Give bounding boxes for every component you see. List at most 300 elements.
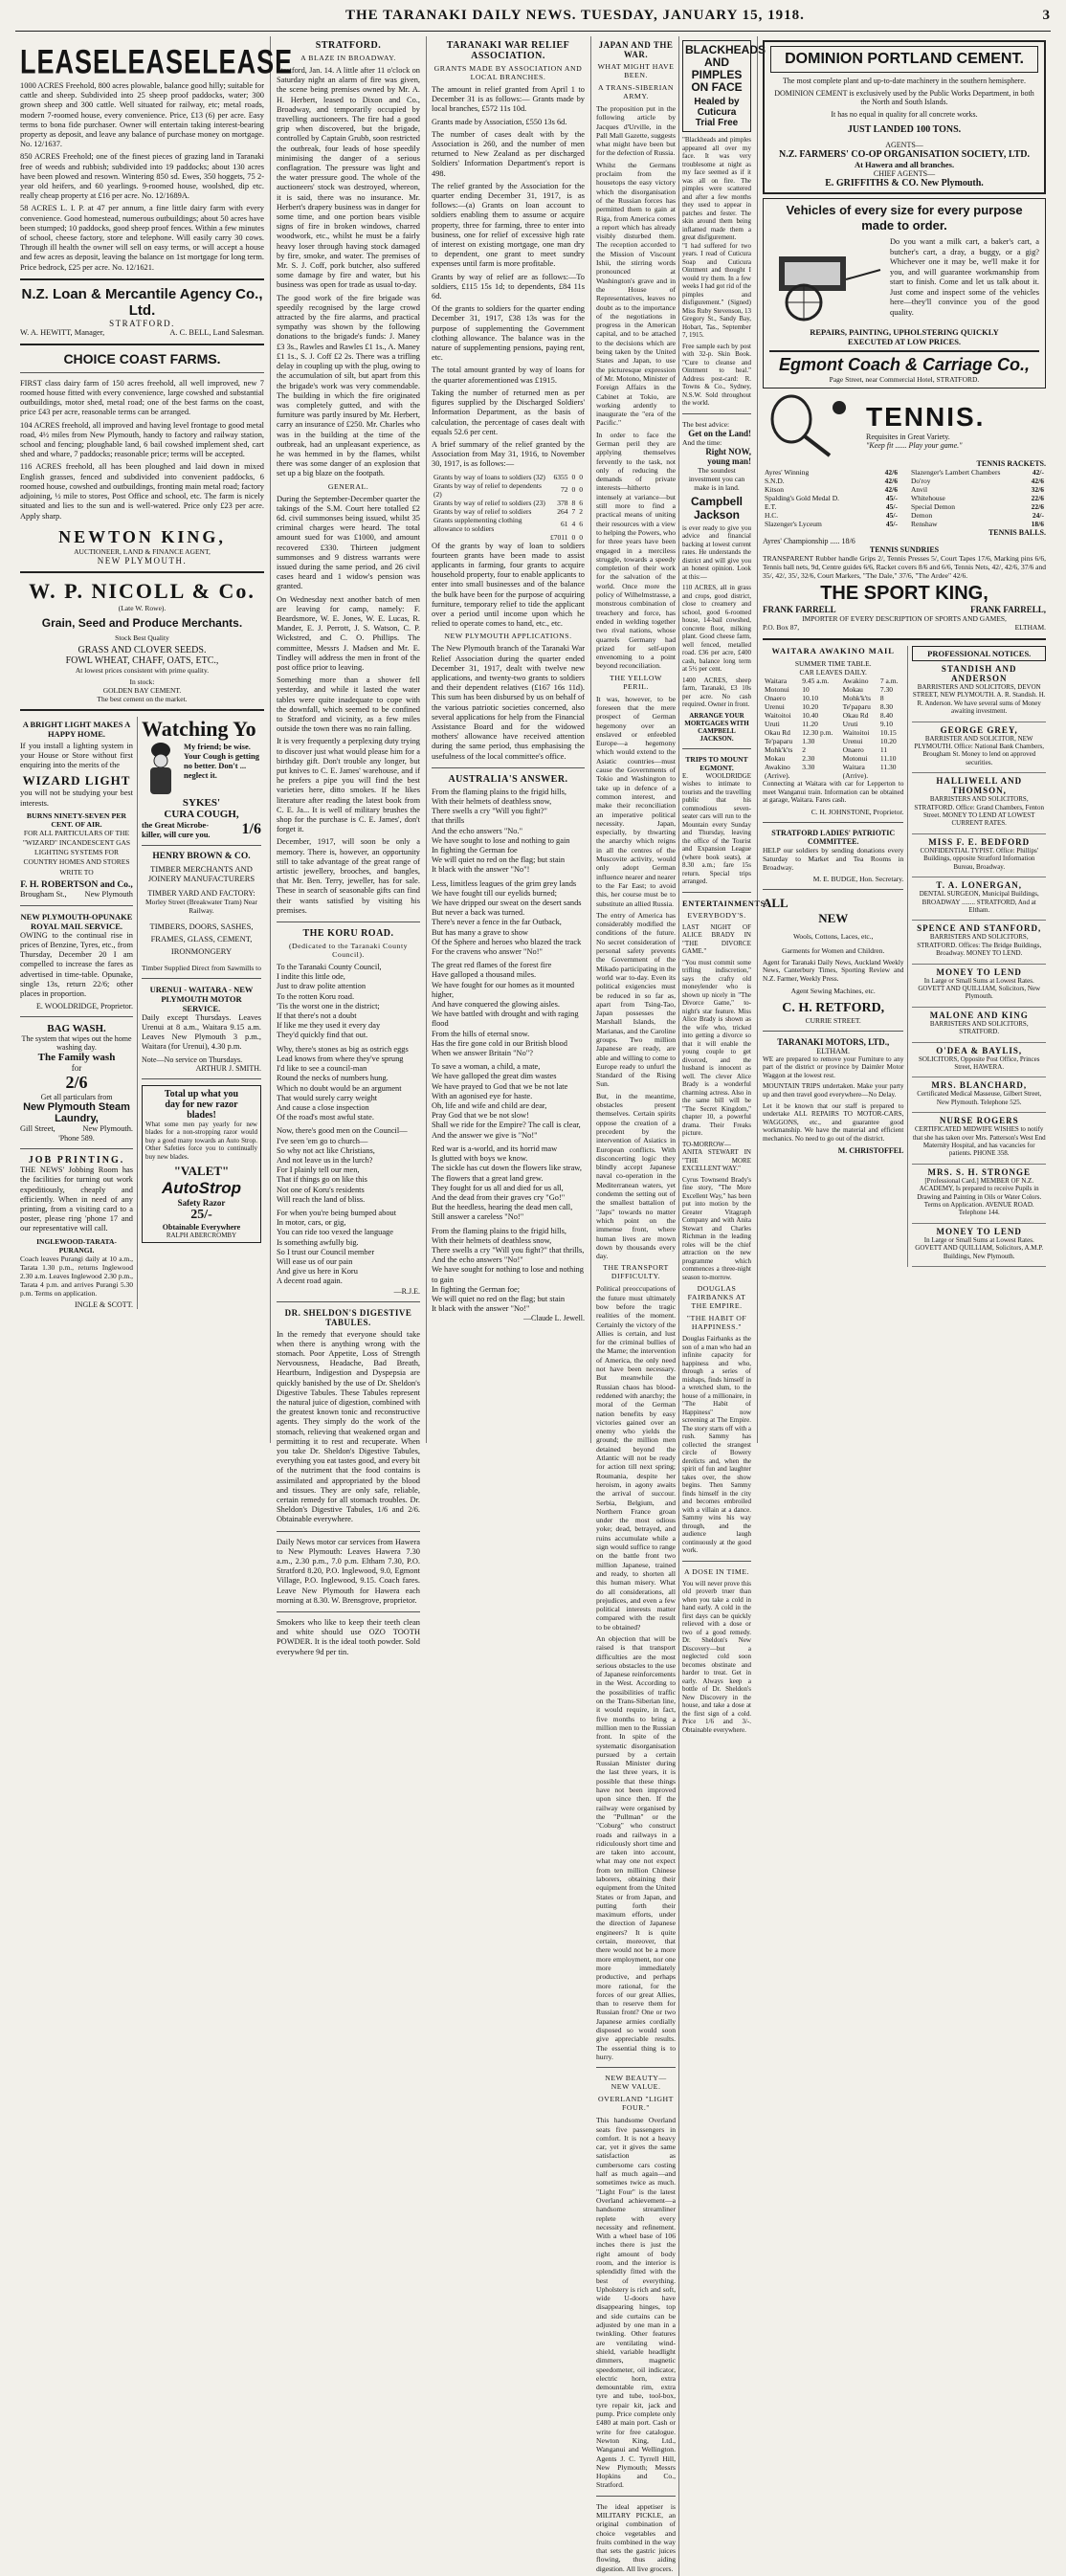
australia-answer-title: AUSTRALIA'S ANSWER. <box>448 773 568 785</box>
poem-line: But the heedless, hearing the dead men call, <box>432 1203 573 1212</box>
motors-body: Let it be known that our staff is prepared to undertake ALL REPAIRS TO MOTOR-CARS, WAGGONS, etc., and guarantee good workmanship. We have the material and efficient mechanics. No need to go out of the district. <box>763 1101 904 1143</box>
racket-row <box>763 520 899 528</box>
article-paragraph: Grants made by Association, £550 13s 6d. <box>432 117 567 126</box>
egmont-coach-address: Page Street, near Commercial Hotel, STRATFORD. <box>829 375 980 384</box>
racket-row <box>909 494 1046 502</box>
printing-title: JOB PRINTING. <box>28 1155 125 1166</box>
prof-notice <box>912 1113 1046 1165</box>
autostrop-line: blades! <box>187 1109 216 1121</box>
poem-line: Lead knows from where they've sprung <box>277 1054 404 1063</box>
mail-cell: Waitoitoi <box>765 711 791 720</box>
poem-line: And have conquered the glowing aisles. <box>432 1000 560 1010</box>
bag-wash-details: Get all particulars from <box>40 1093 113 1102</box>
poem-line: And cause a close inspection <box>277 1102 369 1112</box>
table-cell: 0 <box>571 472 576 481</box>
mail-row <box>763 702 903 711</box>
mail-cell: Waitara <box>842 763 865 771</box>
racket-cell: 42/6 <box>884 477 898 485</box>
prof-title: PROFESSIONAL NOTICES. <box>912 646 1046 661</box>
article-paragraph: The entry of America has considerably modified the conditions of the future. No secret consideration of personal safety prevents the Government of the Mikado participating in the world war to-day. Even its political exigencies must be reduced in so far as, apart from Tsing-Tao, Japan possesses the Marshall Islands, the Marianas, and the Caroline groups. Two million Japanese are ready, are able and willing to come to Europe ready to unfurl the Standard of the Rising Sun. <box>596 910 676 1089</box>
article-paragraph: The amount in relief granted from April 1 to December 31 is as follows:— Grants made by local branches, £572 11s 10d. <box>432 85 585 114</box>
table-cell: Grants by way of relief to dependents (2) <box>433 480 542 499</box>
autostrop-price: 25/- <box>190 1208 212 1223</box>
mail-row <box>763 720 903 728</box>
racket-row <box>909 511 1046 520</box>
wools: Wools, Cottons, Laces, etc., <box>792 931 874 941</box>
table-cell: 264 <box>557 506 568 516</box>
racket-cell: Slazenger's Lyceum <box>765 520 822 528</box>
poem-line: Pray God that we be not slow! <box>432 1111 529 1121</box>
newton-king-name: NEWTON KING, <box>58 526 226 546</box>
mail-cell: 11.30 <box>879 763 897 771</box>
mail-cell: 10 <box>802 685 810 694</box>
poem-line: Of the Sphere and heroes who blazed the track <box>432 937 582 946</box>
ladies-title: STRATFORD LADIES' PATRIOTIC COMMITTEE. <box>771 828 896 846</box>
autostrop-razor: Safety Razor <box>177 1198 226 1209</box>
poem-line: Have galloped a thousand miles. <box>432 970 537 980</box>
nicoll-best: The best cement on the market. <box>97 694 188 703</box>
nicoll-grass: GRASS AND CLOVER SEEDS. <box>78 644 207 655</box>
mail-cell: 1.30 <box>802 737 815 745</box>
prof-notice <box>912 1043 1046 1078</box>
robertson-name: F. H. ROBERTSON and Co., <box>20 879 133 890</box>
poem-line: But never a back was turned. <box>432 908 525 918</box>
nicoll-fowl: FOWL WHEAT, CHAFF, OATS, ETC., <box>65 655 219 666</box>
ent-paragraph: LAST NIGHT OF ALICE BRADY IN "THE DIVORCE GAME." <box>682 922 751 955</box>
racket-cell: Special Demon <box>911 502 956 511</box>
table-cell: 2 <box>579 506 583 516</box>
poem-line: Why, there's stones as big as ostrich eggs <box>277 1044 409 1054</box>
mail-cell: 7.30 <box>879 685 894 694</box>
rackets-left-table <box>763 468 899 528</box>
nicoll-name: W. P. NICOLL & Co. <box>29 578 255 603</box>
autostrop-obtain: Obtainable Everywhere <box>162 1223 241 1232</box>
prof-notice <box>912 834 1046 877</box>
racket-cell: 42/- <box>1032 468 1044 477</box>
racket-row <box>763 468 899 477</box>
koru-poem <box>277 963 420 1287</box>
prof-notice <box>912 1165 1046 1224</box>
prof-notice <box>912 661 1046 722</box>
prof-notice-name: MRS. BLANCHARD, <box>931 1080 1028 1091</box>
tennis-racket-illustration <box>763 392 858 459</box>
nicoll-grain: Grain, Seed and Produce Merchants. <box>41 615 243 630</box>
table-cell: 61 <box>561 520 568 529</box>
mail-row <box>763 754 903 763</box>
poem-line: For the cravens who answer "No!" <box>432 947 543 957</box>
mail-cell <box>878 771 904 780</box>
poem-line: That if things go on like this <box>277 1175 367 1185</box>
poem-line: In fighting the German foe <box>432 846 518 855</box>
racket-cell: S.N.D. <box>765 477 785 485</box>
racket-cell: 45/- <box>885 494 898 502</box>
brown-goods: TIMBERS, DOORS, SASHES, FRAMES, GLASS, CEMENT, IRONMONGERY <box>149 921 254 956</box>
urenui-sign: ARTHUR J. SMITH. <box>195 1063 261 1073</box>
prof-notice-name: O'DEA & BAYLIS, <box>936 1045 1023 1055</box>
chief-agents: CHIEF AGENTS— <box>873 169 936 178</box>
mail-cell: Onaero <box>842 745 864 754</box>
sundries-body: TRANSPARENT Rubber handle Grips 2/, Tennis Presses 5/, Court Tapes 17/6, Marking pins 6/6, Tennis ball nets, 9d, Centre guides 6/6, Racket covers 8/6 and 6/6, Tennis Nets, 42/, 42/6, 37/6 and 35/, 42/, 35/, 32/6, Court Markers, "The Dale," 37/6, "The Ardee" 42/6. <box>763 554 1046 580</box>
vehicles-headline: Vehicles of every size for every purpose made to order. <box>786 203 1023 233</box>
poem-line: Just to draw polite attention <box>277 982 366 991</box>
transport-title: THE TRANSPORT DIFFICULTY. <box>603 1263 669 1281</box>
overland-subtitle: OVERLAND "LIGHT FOUR." <box>598 2095 674 2113</box>
sheldon-title: DR. SHELDON'S DIGESTIVE TABULES. <box>284 1307 412 1327</box>
mail-row <box>763 737 903 745</box>
watching-line: Your Cough is getting no better. Don't ... neglect it. <box>184 750 259 780</box>
autostrop-agent: RALPH ABERCROMBY <box>166 1232 237 1240</box>
racket-row <box>909 520 1046 528</box>
retford-name: C. H. RETFORD, <box>782 1000 885 1015</box>
table-cell: Grants supplementing clothing allowance to soldiers <box>433 515 522 533</box>
table-row <box>432 499 585 507</box>
everybodys-title: EVERYBODY'S. <box>687 910 746 920</box>
mail-row <box>763 711 903 720</box>
poem-line: They fought for us all and died for us all, <box>432 1183 564 1192</box>
mail-summer: SUMMER TIME TABLE. <box>794 659 872 668</box>
cj-line: The best advice: <box>682 419 730 429</box>
rackets-right-table <box>909 468 1046 528</box>
po-box: P.O. Box 87, <box>763 623 800 632</box>
poem-line: To save a woman, a child, a mate, <box>432 1062 541 1072</box>
balls-title: TENNIS BALLS. <box>988 528 1046 537</box>
prof-notice <box>912 1077 1046 1113</box>
prof-notice-body: In Large or Small Sums at Lowest Rates. GOVETT AND QUILLIAM, Solicitors, New Plymouth. <box>918 976 1041 1001</box>
balls-row: Ayres' Championship ..... 18/6 <box>763 537 855 545</box>
prof-notice-name: MISS F. E. BEDFORD <box>928 836 1031 847</box>
racket-row <box>763 477 899 485</box>
overland-title: NEW BEAUTY—NEW VALUE. <box>605 2074 667 2092</box>
column-1-advertisements <box>15 36 294 1443</box>
poem-line: 'Tis the worst one in the district; <box>277 1001 380 1010</box>
agent-note2: Agent Sewing Machines, etc. <box>790 986 876 995</box>
poem-line: Oh, life and wife and child are dear, <box>432 1101 547 1111</box>
light-forall: FOR ALL PARTICULARS OF THE "WIZARD" INCANDESCENT GAS LIGHTING SYSTEMS FOR COUNTRY HOMES AND STORES WRITE TO <box>22 828 131 877</box>
pickle-ad: The ideal appetiser is MILITARY PICKLE, an original combination of choice vegetables and fruits combined in the way that sets the gastric juices flowing, thus aiding digestion. All live grocers. <box>596 2501 676 2573</box>
prof-notice-name: SPENCE AND STANFORD, <box>917 923 1042 934</box>
dominion-sub: The most complete plant and up-to-date machinery in the southern hemisphere. <box>783 77 1026 85</box>
poem-line: We have fought till our eyelids burned; <box>432 888 557 898</box>
poem-line: We have fought for our homes as it mounted higher, <box>432 980 575 999</box>
importer: IMPORTER OF EVERY DESCRIPTION OF SPORTS AND GAMES, <box>802 614 1007 623</box>
poem-line: There swells a cry "Will you fight?" <box>432 807 547 816</box>
koru-road-title: THE KORU ROAD. <box>302 928 394 940</box>
ent-paragraph: "You must commit some trifling indiscretion," says the crafty old moneylender who is shown up nicely in "The Divorce Game," to-night's star feature. Miss Alice Brady is shown as the wife who, tricked into getting a divorce so that it will enable the young couple to get divorced, and the husband is innocent as well. The clever Alice Brady is a wonderful charming actress. Also in the same bill will be "The Secret Kingdom," chapter 10, a powerful drama. Their Freaks picture. <box>682 958 751 1137</box>
racket-cell: H.C. <box>765 511 779 520</box>
nicoll-cement: GOLDEN BAY CEMENT. <box>102 685 182 695</box>
poem-line: To the Taranaki County Council, <box>277 963 382 972</box>
poem-line: From the flaming plains to the frigid hills, <box>432 1226 566 1235</box>
poem-line: I'd like to see a council-man <box>277 1064 367 1074</box>
racket-cell: E.T. <box>765 502 777 511</box>
choice-farm-listing: FIRST class dairy farm of 150 acres freehold, all well improved, new 7 roomed house fitted with every convenience, large cowshed and substantial outbuildings, motor shed, metal road; one of the best farms on the coast, price £43 per acre, reasonable terms can be arranged. <box>20 378 264 417</box>
cuticura-trial: Trial Free <box>695 118 739 128</box>
retford-street: CURRIE STREET. <box>805 1015 861 1025</box>
racket-row <box>763 502 899 511</box>
racket-row <box>763 485 899 494</box>
poem-line: The flowers that a great land grew. <box>432 1173 544 1183</box>
sykes-germ: the Great Microbe-killer, will cure you. <box>142 819 211 839</box>
table-row <box>432 473 585 481</box>
article-paragraph: But, in the meantime, obstacles present themselves. Certain spirits oppose the creation of a precedent by the intervention of Asiatics in European conflicts. With disconcerting logic they blindly accept Japanese naval co-operation in the Mediterranean waters, yet condemn the setting out of the smallest battalion of "Japs" towards no matter which point on the immense front, where human lives are mown down by thousands every day. <box>596 1091 676 1261</box>
opunake-title: NEW PLYMOUTH-OPUNAKE ROYAL MAIL SERVICE. <box>20 911 133 931</box>
nicoll-late: (Late W. Rowe). <box>118 603 167 612</box>
mail-cell: 10.15 <box>879 728 897 737</box>
brown-line: TIMBER MERCHANTS AND <box>150 863 253 874</box>
dominion-landed: JUST LANDED 100 TONS. <box>847 124 962 135</box>
table-cell: 0 <box>579 472 583 481</box>
overland-body: This handsome Overland seats five passengers in comfort. It is not a heavy car, yet it gives the same satisfaction as cumbersome cars costing half as much again—and sometimes twice as much. "Light Four" is the latest Overland achievement—a handsome streamliner replete with every necessity and refinement. With a wheel base of 106 inches there is just the right amount of body room, and the interior is splendidly fitted with the best of everything. Upholstery is rich and soft, wide U-doors have disappearing hinges, top and side curtains can be adjusted by one man in a twinkling. Other features are ventilating wind-shield, variable headlight dimmers, magnetic speedometer, oil indicator, electric horn, extra demountable rim, extra tyre and tube, tool-box, tyre repair kit, jack and pump. Price complete only £480 at main port. Cash or write for free catalogue. Newton King, Ltd., Wanganui and Wellington. Agents J. C. Tyrrell Hill, New Plymouth; Messrs Hopkins and Co., Stratford. <box>596 2116 676 2490</box>
poem-line: Has the fire gone cold in our British blood <box>432 1038 567 1048</box>
prof-notice-name: NURSE ROGERS <box>939 1116 1019 1126</box>
prof-notice <box>912 965 1046 1008</box>
lease-word: LEASE <box>20 43 112 81</box>
wizard-light-brand: WIZARD LIGHT <box>22 773 131 788</box>
racket-cell: 45/- <box>885 511 898 520</box>
poem-line: I've seen 'em go to church— <box>277 1136 368 1145</box>
mail-row <box>763 694 903 702</box>
vehicles-repairs: REPAIRS, PAINTING, UPHOLSTERING QUICKLY EXECUTED AT LOW PRICES. <box>810 327 999 346</box>
motors-body: WE are prepared to remove your Furniture to any part of the district or province by Daimler Motor Waggon at the lowest rest. <box>763 1055 904 1079</box>
mail-cell: 11.20 <box>802 720 818 728</box>
all-heading: ALL <box>763 895 788 910</box>
poem-line: The great red flames of the forest fire <box>432 961 552 970</box>
mail-cell: 7 a.m. <box>879 677 899 685</box>
prof-notice-body: CONFIDENTIAL TYPIST. Office: Phillips' Buildings, opposite Stratford Information Bureau, Broadway. <box>920 846 1038 871</box>
japan-subtitle: WHAT MIGHT HAVE BEEN. <box>597 62 675 79</box>
mail-cell: Mohk'k'ts <box>842 694 872 702</box>
lease-heading <box>20 43 294 81</box>
poem-line: We have sought to lose and nothing to gain <box>432 835 570 845</box>
prof-notice-body: In Large or Small Sums at Lowest Rates. GOVETT AND QUILLIAM, Solicitors, A.M.P. Buildings, New Plymouth. <box>915 1235 1044 1260</box>
japan-article <box>596 36 676 2576</box>
poem-line: But has many a grave to show <box>432 927 528 937</box>
choice-farms-title: CHOICE COAST FARMS. <box>63 350 221 366</box>
autostrop-line: day for new razor <box>165 1099 238 1110</box>
sykes-name: SYKES' <box>182 796 221 809</box>
prof-notice-name: MRS. S. H. STRONGE <box>927 1166 1031 1177</box>
rackets-title: TENNIS RACKETS. <box>976 459 1046 468</box>
mail-cell: 9.45 a.m. <box>802 677 830 685</box>
autostrop-line: Total up what you <box>164 1088 239 1099</box>
prof-notice <box>912 773 1046 834</box>
article-paragraph: An objection that will be raised is that transport difficulties are the most serious obstacles to the use of Japanese reinforcements in the West. According to the possibilities of traffic on the Trans-Siberian line, it would require, in fact, five months to bring a million men to the Russian front. In spite of the systematic disorganisation pursued by a certain Russian Minister during the last three years, it is possible that these things have not been improved upon since then. If the railway were organised by the "Pullman" or the "Coburg" who construct roads and railways in a ridiculously short time and are taken into account, what may one not expect from ten million Chinese laborers, obtaining their equipment from the United States or from Japan, and putting forth their maximum efforts, under the direction of Japanese engineers? It is quite certain, moreover, that there would not be a more more employment, nor one more immediately productive, and perhaps more rational, for the forces of our great Allies, than to reserve them for Russian front? One or two Japanese armies cordially disposed so would soon give appreciable results. The essential thing is to hurry. <box>596 1633 676 2061</box>
poem-line: And give us here in Koru <box>277 1267 358 1277</box>
racket-cell: 45/- <box>885 520 898 528</box>
cj-land: Get on the Land! <box>688 428 751 438</box>
motor-service: Daily News motor car services from Hawera to New Plymouth: Leaves Hawera 7.30 a.m., 2.30 p.m., 7.0 p.m. Eltham 7.30, P.O. Stratford 8.20, P.O. Inglewood, 9.0, Egmont Village, P.O. Inglewood, 9.15. Coach fares. Leave New Plymouth for Hawera each morning at 8.30. W. Brensgrove, proprietor. <box>277 1537 420 1605</box>
mt-egmont-title: TRIPS TO MOUNT EGMONT. <box>685 754 748 772</box>
farmers-coop: N.Z. FARMERS' CO-OP ORGANISATION SOCIETY, LTD. <box>779 149 1030 160</box>
egmont-coach-name: Egmont Coach & Carriage Co., <box>769 350 1039 375</box>
ladies-body: HELP our soldiers by sending donations every Saturday to Market and Tea Rooms in Broadway. <box>763 845 904 872</box>
mail-cell: 9.10 <box>879 720 894 728</box>
dominion-cement-ad <box>763 40 1046 194</box>
mail-cell: Okau Rd <box>765 728 790 737</box>
mail-cell: Mokau <box>842 685 863 694</box>
racket-cell: 42/6 <box>884 468 898 477</box>
mail-cell: Mokau <box>765 754 786 763</box>
cj-line: And the time: <box>682 437 722 447</box>
lease-listing: 58 ACRES L. I. P. at 47 per annum, a fine little dairy farm with every convenience. Good homestead, numerous outbuildings; about 50 acres have been stumped; 10 paddocks, good sheep proof fences. Within a few minutes of school, cheese factory, store and telephone. Will easily carry 30 cows. Through ill health the owner will sell on easy terms, or will accept a house and few acres as deposit, leaving the balance on 1st mortgage for long term. Price bedrock, £25 per acre. No. 12/1621. <box>20 204 264 272</box>
mail-cell: Mohk'k'ts <box>765 745 793 754</box>
mail-row <box>763 745 903 754</box>
poem-line: It black with the answer "No"! <box>432 865 530 875</box>
mail-cell: Uruti <box>842 720 858 728</box>
motors-sign: M. CHRISTOFFEL <box>837 1145 904 1155</box>
poem-line: There's never a fence in the far Outback, <box>432 918 562 927</box>
cuticura-ad <box>682 40 766 132</box>
mail-cell: (Arrive). <box>842 771 869 780</box>
sport-king: THE SPORT KING, <box>820 583 988 604</box>
poem-line: Red war is a-world, and its horrid maw <box>432 1144 558 1153</box>
mail-cell: 12.30 p.m. <box>802 728 833 737</box>
col5-left-ads <box>763 646 903 1267</box>
mail-cell <box>800 771 840 780</box>
poem-line: With their helmets of deathless snow, <box>432 796 552 806</box>
brown-street: Morley Street (Breakwater Tram) Near Railway. <box>144 897 258 915</box>
prof-notice <box>912 1008 1046 1043</box>
article-paragraph: The total amount granted by way of loans for the quarter aforementioned was £1915. <box>432 366 585 385</box>
japan-subtitle: A TRANS-SIBERIAN ARMY. <box>597 83 675 100</box>
nz-loan-salesman: A. C. BELL, Land Salesman. <box>169 327 264 337</box>
cuticura-headline: PIMPLES ON FACE <box>691 68 743 94</box>
autostrop-brand: "VALET" <box>173 1164 230 1179</box>
article-paragraph: Of the grants to soldiers for the quarter ending December 31, 1917, £38 13s was for the purpose of supplementing the Government clothing allowance. The balance was in the nature of supplementing pensions, paying rent, etc. <box>432 304 585 363</box>
poem-signature: —Claude L. Jewell. <box>523 1314 585 1323</box>
opunake-sign: E. WOOLDRIDGE, Proprietor. <box>36 1002 133 1011</box>
poem-line: Will reach the land of bliss. <box>277 1194 366 1204</box>
table-cell: £7011 <box>550 532 568 542</box>
ladies-sign: M. E. BUDGE, Hon. Secretary. <box>812 874 904 883</box>
lease-listing: 1000 ACRES Freehold, 800 acres plowable, balance good hilly; suitable for cattle and sheep. Subdivided into 25 sheep proof paddocks, water; 300 grown sheep and 300 cattle. Well situated for railway, etc; metal roads, modern 7-roomed house, every convenience. Price, £13 (6) per acre. Easy terms to bona fide purchaser. Owner will entertain taking interest-bearing property as deposit, and leave any balance of purchase money on mortgage. No. 12/1637. <box>20 81 264 149</box>
bag-wash-title: BAG WASH. <box>47 1023 106 1035</box>
article-paragraph: Whilst the Germans proclaim from the housetops the easy victory which the disorganisation of the Russian forces has permitted them to gain at Riga, from America comes a report which has already visibly disturbed them. The reception accorded to the Mission of Viscount Ishii, the stirring words pronounced at Washington's grave and in the House of Representatives, leaves no doubt as to the importance of the negotiations in progress in the American capital, and to be attached to the decisions which are being taken by the United States and Japan, to use the picturesque expression of Mr. Motono, Minister of Foreign Affairs in the Cabinet at Tokio, are working ardently to inaugurate the "era of the Pacific." <box>596 160 676 428</box>
table-row <box>432 481 585 499</box>
australia-poem <box>432 788 585 1315</box>
fairbanks-title: DOUGLAS FAIRBANKS AT THE EMPIRE. <box>687 1284 746 1310</box>
mail-row <box>763 728 903 737</box>
prof-notice-name: HALLIWELL AND THOMSON, <box>936 776 1023 796</box>
poem-line: In motor, cars, or gig, <box>277 1218 346 1228</box>
mail-cell: 8.40 <box>879 711 894 720</box>
racket-row <box>763 511 899 520</box>
racket-cell: Renshaw <box>911 520 938 528</box>
nicoll-stock: Stock Best Quality <box>115 633 169 642</box>
mail-cell: Awakino <box>765 763 790 771</box>
hawera-branches: At Hawera and all branches. <box>854 160 955 169</box>
poem-line: For when you're being bumped about <box>277 1208 397 1217</box>
mail-cell: 8.30 <box>879 702 894 711</box>
poem-line: Now, there's good men on the Council— <box>277 1126 408 1136</box>
mail-cell: Te'paparu <box>842 702 871 711</box>
prof-notice-body: BARRISTERS AND SOLICITORS, DEVON STREET, NEW PLYMOUTH. A. R. Standish. H. R. Anderson. We have several sums of Money awaiting investment. <box>912 683 1046 716</box>
mail-cell: 2.30 <box>802 754 815 763</box>
column-3-war-relief <box>427 36 589 1443</box>
nicoll-prices: At lowest prices consistent with prime quality. <box>75 665 210 675</box>
poem-line: From the hills of eternal snow. <box>432 1029 530 1038</box>
autostrop-body: What some men pay yearly for new blades for a non-stropping razor would buy a good many towards an Auto Strop. Other Safeties force you to continually buy new blades. <box>145 1120 257 1161</box>
mail-cell: Te'paparu <box>765 737 793 745</box>
bag-wash-line: The Family wash <box>37 1052 116 1064</box>
sheldon-body: In the remedy that everyone should take when there is anything wrong with the stomach. Poor Appetite, Loss of Strength Nervousness, Headache, Bad Breath, Heartburn, Indigestion and Dyspepsia are quickly banished by the use of Dr. Sheldon's Digestive Tabules. These Tabules represent the natural juice of digestion, combined with the greatest known tonic and reconstructive agents. They simply do the work of the stomach, relieving that weakened organ and permitting it to rest and recuperate. When you take Dr. Sheldon's Digestive Tabules, everything you eat tastes good, and every bit of the nutriment that the food contains is assimilated and appropriated by the blood and tissues. They are only safe, reliable, certain remedy for all stomach troubles. Dr. Sheldon's Digestive Tabules, 1/6 and 2/6. Obtainable everywhere. <box>277 1329 421 1524</box>
light-burns: BURNS NINETY-SEVEN PER CENT. OF AIR. <box>26 811 127 829</box>
war-relief-title: TARANAKI WAR RELIEF ASSOCIATION. <box>446 40 570 61</box>
bag-wash-price: 2/6 <box>65 1073 88 1093</box>
mail-cell: Urenui <box>842 737 863 745</box>
table-cell: 6355 <box>553 472 568 481</box>
article-paragraph: In order to face the German peril they are applying themselves fervently to the task, not only of reducing the demands of private interests—hitherto intensely at variance—but still more to find a practical means of uniting their resources with a view to helping the Powers, who for three years have been engaged in a merciless struggle, towards a speedy completion of their work for the salvation of the world. Once more the policy of Wilhelmstrasse, a monstrous combination of treachery and force, has ended in welding together two rival nations, whose quarrels Germany had prized for self-upon envenoming to a point beyond reconciliation. <box>596 430 676 671</box>
mt-egmont-body: E. WOOLDRIDGE wishes to intimate to tourists and the travelling public that his commodious seven-seater cars will run to the Mountain every Sunday and Thursday, leaving the office of the Tourist and Expansion League (where book seats), at 8.30 a.m.; fare 15s return. Special trips arranged. <box>682 771 751 885</box>
poem-line: With an agonised eye for haste. <box>432 1091 533 1100</box>
mail-cell: 8 <box>879 694 884 702</box>
article-paragraph: The relief granted by the Association for the quarter ending December 31, 1917, is as follows:—(a) Grants on loan account to soldiers enabling them to assume or acquire property, three for farming, three to enter into business, one for relief of excessive high rate of interest on existing mortgage, one man dry to dependent, one grant to meet sundry expenses until farm is more profitable. <box>432 181 585 269</box>
mail-row <box>763 677 903 685</box>
poem-line: For I plainly tell our men, <box>277 1166 360 1175</box>
poem-line: We will quiet no red on the flag; but stain <box>432 855 566 865</box>
cj-arrange: ARRANGE YOUR MORTGAGES WITH CAMPBELL JACKSON. <box>684 711 749 743</box>
choice-farm-listing: 104 ACRES freehold, all improved and having level frontage to good metal road, 4½ miles from New Plymouth, handy to factory and railway station, school and fencing; ploughable land, 6 bail cowshed implement shed, cart shed and whare, 7 paddocks; reasonable price; terms will be accepted. <box>20 420 264 459</box>
poem-line: There swells a cry "Will you fight?" that thrills, <box>432 1245 585 1255</box>
prof-notice-body: Certificated Medical Masseuse, Gilbert Street, New Plymouth. Telephone 525. <box>917 1090 1042 1106</box>
mail-cell: Waitoitoi <box>842 728 870 737</box>
dose-body: You will never prove this old proverb truer than when you take a cold in hand early. A cold in the first days can be quickly relieved with a dose or two of a good remedy. Dr. Sheldon's New Discovery—but a neglected cold soon becomes obstinate and harder to treat. Get in early. Always keep a bottle of Dr. Sheldon's New Discovery in the house, and take a dose at the first sign of a cold. Price 1/6 and 3/-. Obtainable everywhere. <box>682 1579 751 1734</box>
table-row <box>432 507 585 516</box>
mail-cell: 10.40 <box>802 711 819 720</box>
choice-farm-listing: 116 ACRES freehold, all has been ploughed and laid down in mixed English grasses, fenced and subdivided into convenient paddocks, 6 roomed house, cowshed and outbuildings, fronting main metal road; factory adjoining, ½ mile to stores, Post Office and school, etc. The farm is nicely situated and lies to the sun and is well-watered. Price only £23 per acre. Apply sharp. <box>20 462 264 521</box>
poem-line: Less, limitless leagues of the grim grey lands <box>432 878 577 888</box>
cj-now: Right NOW, young man! <box>705 446 751 466</box>
brown-name: HENRY BROWN & CO. <box>152 851 251 861</box>
racket-row <box>909 502 1046 511</box>
poem-line: A decent road again. <box>277 1277 343 1286</box>
fairbanks-subtitle: "THE HABIT OF HAPPINESS." <box>686 1314 747 1331</box>
watching-line: My friend; be wise. <box>184 741 251 751</box>
griffiths-name: E. GRIFFITHS & CO. New Plymouth. <box>825 178 984 189</box>
masthead-title: THE TARANAKI DAILY NEWS. TUESDAY, JANUARY 15, 1918. <box>345 8 805 23</box>
poem-line: Round the necks of numbers hung. <box>277 1074 389 1083</box>
robertson-town: New Plymouth <box>84 889 133 899</box>
poem-line: So I trust our Council member <box>277 1247 375 1256</box>
campbell-jackson-name: Campbell Jackson <box>690 494 743 522</box>
racket-cell: 24/- <box>1032 511 1044 520</box>
table-cell <box>432 533 548 542</box>
article-paragraph: December, 1917, will soon be only a memory. There is, however, an opportunity still to take advantage of the great range of artistic jewellery, brooches, and bangles, that Mr. Ben. Terry, jeweller, has for sale. These in search of seasonable gifts can find their wants satisfied by visiting his premises. <box>277 837 420 915</box>
laundry-street: Gill Street, <box>20 1124 56 1134</box>
urenui-note: Note—No service on Thursdays. <box>142 1055 243 1064</box>
mail-cell: 10.20 <box>879 737 897 745</box>
poem-line: We have battled with drought and with raging flood <box>432 1010 579 1029</box>
coach-title: INGLEWOOD-TARATA-PURANGI. <box>36 1236 117 1255</box>
prof-notice-name: MONEY TO LEND <box>936 966 1022 977</box>
policeman-illustration <box>142 742 180 797</box>
tennis-title: TENNIS. <box>866 402 986 432</box>
poem-line: Not one of Koru's residents <box>277 1185 365 1194</box>
racket-cell: 45/- <box>885 502 898 511</box>
prof-notice <box>912 722 1046 774</box>
table-row <box>432 533 585 542</box>
dominion-equal: It has no equal in quality for all concrete works. <box>831 110 978 119</box>
table-cell: 378 <box>557 498 568 507</box>
stratford-subtitle: A BLAZE IN BROADWAY. <box>300 54 396 62</box>
mail-cell: 3.30 <box>802 763 815 771</box>
mail-cell: Okau Rd <box>842 711 869 720</box>
watching-title: Watching Yo <box>142 716 256 741</box>
article-paragraph: The number of cases dealt with by the Association is 260, and the number of men returned to New Zealand as per discharged Soldiers' Information Department's report is 498. <box>432 129 585 178</box>
bag-wash-line: The system that wipes out the home washing day. <box>21 1034 132 1053</box>
article-paragraph: Political preoccupations of the future must ultimately bow before the tragic realities of the moment. Certainly the victory of the Allies is certain, and lust for the criminal bullies of the Marne; the intervention of America, the only need not have been necessary. But meanwhile the Russian chaos has blood-reddened with anarchy; the moral of the German nation benefits by easy victories gained over an enemy who yields the ground; the million men detained beyond the Atlantic will not be ready for action till next spring; Roumania, despite her heroism, in agony awaits the arrival of succour. Serbia, Belgium, and Northern France groan under the most odious yoke; dead, betrayed, and ruins accumulate while a sign would suffice to range on the battle front two million Japanese, trained and ready, to shorten all this human misery. What do all considerations, all prejudices, and even a few political interests matter compared with the result to be obtained? <box>596 1284 676 1632</box>
masthead <box>15 2 1051 32</box>
